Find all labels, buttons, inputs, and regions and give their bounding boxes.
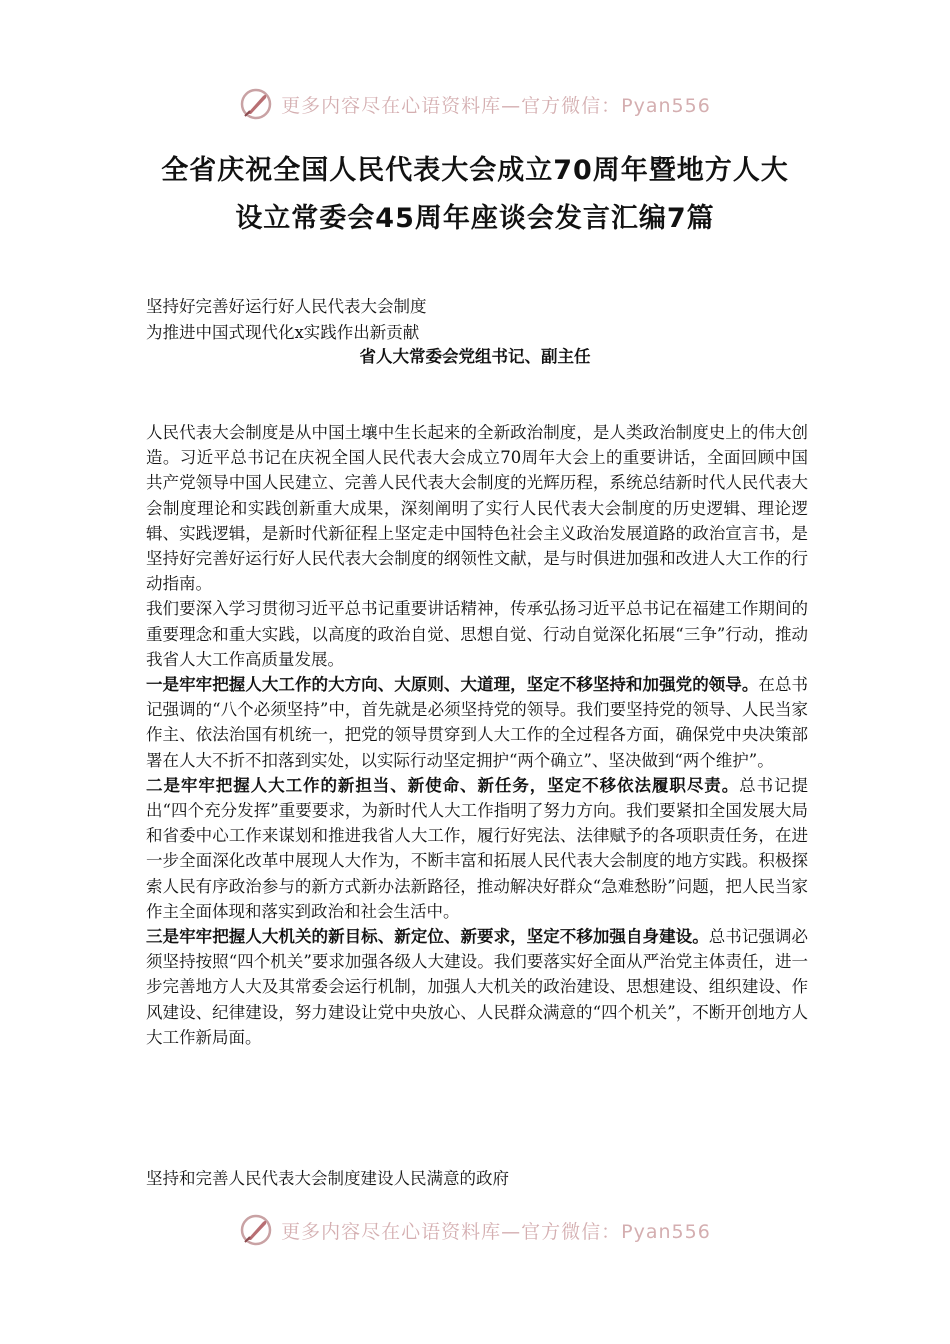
paragraph-lead: 一是牢牢把握人大工作的大方向、大原则、大道理，坚定不移坚持和加强党的领导。: [146, 675, 759, 695]
paragraph: [146, 773, 808, 924]
paragraph-text: 总书记强调必须坚持按照“四个机关”要求加强各级人大建设。我们要落实好全面从严治党主体责任，进一步完善地方人大及其常委会运行机制，加强人大机关的政治建设、思想建设、组织建设、作风建设、纪律建设，努力建设让党中央放心、人民群众满意的“四个机关”，不断开创地方人大工作新局面。: [146, 927, 809, 1047]
footer-banner: [0, 1210, 950, 1250]
paragraph: [146, 672, 808, 773]
paragraph: [146, 924, 808, 1050]
header-banner: [0, 84, 950, 124]
paragraph: 我们要深入学习贯彻习近平总书记重要讲话精神，传承弘扬习近平总书记在福建工作期间的重要理念和重大实践，以高度的政治自觉、思想自觉、行动自觉深化拓展“三争”行动，推动我省人大工作高质量发展。: [146, 599, 808, 669]
document-title-line1: 全省庆祝全国人民代表大会成立70周年暨地方人大: [161, 155, 789, 186]
quill-pen-icon: [239, 1213, 273, 1247]
paragraph-text: 在总书记强调的“八个必须坚持”中，首先就是必须坚持党的领导。我们要坚持党的领导、人民当家作主、依法治国有机统一，把党的领导贯穿到人大工作的全过程各方面，确保党中央决策部署在人大不折不扣落到实处，以实际行动坚定拥护“两个确立”、坚决做到“两个维护”。: [146, 675, 809, 770]
paragraph: 人民代表大会制度是从中国土壤中生长起来的全新政治制度，是人类政治制度史上的伟大创造。习近平总书记在庆祝全国人民代表大会成立70周年大会上的重要讲话，全面回顾中国共产党领导中国人民建立、完善人民代表大会制度的光辉历程，系统总结新时代人民代表大会制度理论和实践创新重大成果，深刻阐明了实行人民代表大会制度的历史逻辑、理论逻辑、实践逻辑，是新时代新征程上坚定走中国特色社会主义政治发展道路的政治宣言书，是坚持好完善好运行好人民代表大会制度的纲领性文献，是与时俱进加强和改进人大工作的行动指南。: [146, 423, 808, 594]
article-heading-line2: 为推进中国式现代化x实践作出新贡献: [146, 323, 420, 342]
next-article-heading: 坚持和完善人民代表大会制度建设人民满意的政府: [146, 1169, 509, 1188]
banner-text: 更多内容尽在心语资料库—官方微信：Pyan556: [281, 94, 711, 117]
article-author: 省人大常委会党组书记、副主任: [359, 347, 591, 366]
article-heading-line1: 坚持好完善好运行好人民代表大会制度: [146, 297, 427, 316]
quill-pen-icon: [239, 87, 273, 121]
document-title-line2: 设立常委会45周年座谈会发言汇编7篇: [235, 203, 715, 234]
article-body: [146, 420, 808, 1050]
banner-text: 更多内容尽在心语资料库—官方微信：Pyan556: [281, 1220, 711, 1243]
paragraph-lead: 二是牢牢把握人大工作的新担当、新使命、新任务，坚定不移依法履职尽责。: [146, 775, 740, 795]
paragraph-text: 总书记提出“四个充分发挥”重要要求，为新时代人大工作指明了努力方向。我们要紧扣全国发展大局和省委中心工作来谋划和推进我省人大工作，履行好宪法、法律赋予的各项职责任务，在进一步全面深化改革中展现人大作为，不断丰富和拓展人民代表大会制度的地方实践。积极探索人民有序政治参与的新方式新办法新路径，推动解决好群众“急难愁盼”问题，把人民当家作主全面体现和落实到政治和社会生活中。: [146, 775, 809, 921]
paragraph-lead: 三是牢牢把握人大机关的新目标、新定位、新要求，坚定不移加强自身建设。: [146, 927, 709, 947]
